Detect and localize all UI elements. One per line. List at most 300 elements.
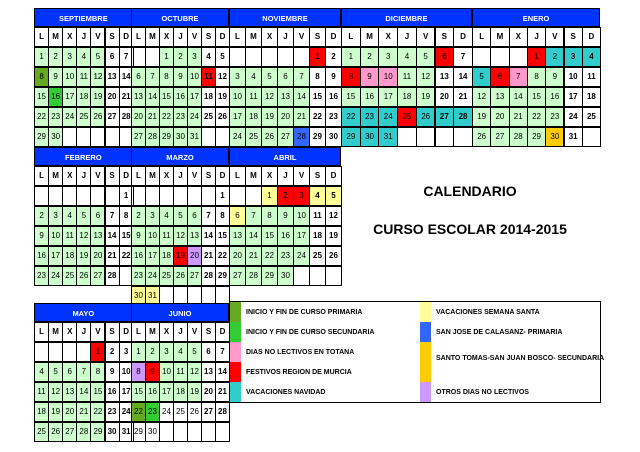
weekday-label: M bbox=[145, 27, 160, 47]
empty-cell bbox=[90, 127, 105, 147]
day-cell: 30 bbox=[131, 286, 146, 306]
day-cell: 13 bbox=[490, 87, 509, 107]
empty-cell bbox=[76, 127, 91, 147]
empty-cell bbox=[582, 127, 601, 147]
day-cell: 4 bbox=[309, 186, 326, 206]
weekday-label: X bbox=[62, 322, 77, 342]
day-cell: 12 bbox=[261, 87, 278, 107]
day-cell: 28 bbox=[105, 266, 120, 286]
day-cell: 10 bbox=[119, 362, 134, 382]
legend-swatch bbox=[230, 322, 241, 342]
day-cell: 26 bbox=[173, 266, 188, 286]
legend-swatch bbox=[420, 302, 431, 322]
day-cell: 8 bbox=[119, 206, 134, 226]
day-cell: 4 bbox=[76, 47, 91, 67]
weekday-label: L bbox=[34, 27, 49, 47]
day-cell: 8 bbox=[261, 206, 278, 226]
day-cell: 5 bbox=[90, 47, 105, 67]
day-cell: 4 bbox=[173, 342, 188, 362]
day-cell: 20 bbox=[131, 107, 146, 127]
day-cell: 6 bbox=[187, 206, 202, 226]
legend-label: INICIO Y FIN DE CURSO PRIMARIA bbox=[246, 309, 363, 316]
day-cell: 26 bbox=[76, 266, 91, 286]
weekday-label: V bbox=[416, 27, 436, 47]
legend-swatch bbox=[420, 342, 431, 382]
day-cell: 19 bbox=[215, 87, 230, 107]
empty-cell bbox=[76, 186, 91, 206]
day-cell: 16 bbox=[34, 246, 49, 266]
day-cell: 15 bbox=[341, 87, 361, 107]
day-cell: 28 bbox=[145, 127, 160, 147]
empty-cell bbox=[472, 47, 491, 67]
weekday-label: S bbox=[201, 27, 216, 47]
day-cell: 25 bbox=[397, 107, 417, 127]
empty-cell bbox=[201, 422, 216, 442]
weekday-label: L bbox=[34, 322, 49, 342]
day-cell: 8 bbox=[341, 67, 361, 87]
day-cell: 8 bbox=[215, 206, 230, 226]
day-cell: 25 bbox=[309, 246, 326, 266]
day-cell: 13 bbox=[277, 87, 294, 107]
day-cell: 31 bbox=[145, 286, 160, 306]
day-cell: 22 bbox=[90, 402, 105, 422]
weekday-label: X bbox=[509, 27, 528, 47]
day-cell: 15 bbox=[215, 226, 230, 246]
day-cell: 24 bbox=[159, 402, 174, 422]
day-cell: 18 bbox=[309, 226, 326, 246]
weekday-label: X bbox=[62, 27, 77, 47]
month-header: OCTUBRE bbox=[131, 8, 229, 27]
day-cell: 11 bbox=[76, 67, 91, 87]
day-cell: 20 bbox=[277, 107, 294, 127]
day-cell: 29 bbox=[309, 127, 326, 147]
day-cell: 4 bbox=[159, 206, 174, 226]
day-cell: 11 bbox=[159, 226, 174, 246]
day-cell: 30 bbox=[145, 422, 160, 442]
empty-cell bbox=[76, 342, 91, 362]
weekday-label: L bbox=[131, 166, 146, 186]
weekday-label: S bbox=[309, 166, 326, 186]
day-cell: 16 bbox=[360, 87, 380, 107]
day-cell: 24 bbox=[119, 402, 134, 422]
weekday-label: V bbox=[293, 27, 310, 47]
weekday-label: S bbox=[435, 27, 455, 47]
day-cell: 23 bbox=[360, 107, 380, 127]
day-cell: 29 bbox=[159, 127, 174, 147]
day-cell: 17 bbox=[378, 87, 398, 107]
day-cell: 25 bbox=[76, 107, 91, 127]
day-cell: 23 bbox=[325, 107, 342, 127]
weekday-label: M bbox=[360, 27, 380, 47]
weekday-label: D bbox=[215, 27, 230, 47]
day-cell: 20 bbox=[62, 402, 77, 422]
day-cell: 2 bbox=[277, 186, 294, 206]
weekday-label: S bbox=[309, 27, 326, 47]
weekday-label: X bbox=[378, 27, 398, 47]
day-cell: 6 bbox=[490, 67, 509, 87]
day-cell: 12 bbox=[325, 206, 342, 226]
day-cell: 17 bbox=[119, 382, 134, 402]
day-cell: 2 bbox=[145, 342, 160, 362]
day-cell: 27 bbox=[62, 422, 77, 442]
day-cell: 17 bbox=[293, 226, 310, 246]
legend bbox=[229, 301, 605, 403]
empty-cell bbox=[325, 266, 342, 286]
day-cell: 28 bbox=[119, 107, 134, 127]
day-cell: 18 bbox=[76, 87, 91, 107]
day-cell: 11 bbox=[201, 67, 216, 87]
day-cell: 10 bbox=[62, 67, 77, 87]
legend-swatch bbox=[230, 302, 241, 322]
weekday-label: V bbox=[90, 322, 105, 342]
day-cell: 3 bbox=[159, 342, 174, 362]
day-cell: 15 bbox=[261, 226, 278, 246]
day-cell: 29 bbox=[215, 266, 230, 286]
weekday-label: V bbox=[187, 166, 202, 186]
page-title: CALENDARIO bbox=[423, 183, 517, 199]
weekday-label: J bbox=[527, 27, 546, 47]
day-cell: 27 bbox=[131, 127, 146, 147]
day-cell: 9 bbox=[325, 67, 342, 87]
day-cell: 23 bbox=[277, 246, 294, 266]
empty-cell bbox=[48, 342, 63, 362]
day-cell: 14 bbox=[145, 87, 160, 107]
empty-cell bbox=[201, 186, 216, 206]
day-cell: 1 bbox=[261, 186, 278, 206]
day-cell: 18 bbox=[159, 246, 174, 266]
empty-cell bbox=[245, 186, 262, 206]
day-cell: 14 bbox=[76, 382, 91, 402]
day-cell: 13 bbox=[435, 67, 455, 87]
day-cell: 19 bbox=[48, 402, 63, 422]
day-cell: 3 bbox=[293, 186, 310, 206]
weekday-label: L bbox=[34, 166, 49, 186]
day-cell: 5 bbox=[261, 67, 278, 87]
day-cell: 8 bbox=[131, 362, 146, 382]
weekday-label: M bbox=[490, 27, 509, 47]
day-cell: 9 bbox=[545, 67, 564, 87]
day-cell: 25 bbox=[62, 266, 77, 286]
day-cell: 25 bbox=[201, 107, 216, 127]
day-cell: 1 bbox=[34, 47, 49, 67]
day-cell: 24 bbox=[293, 246, 310, 266]
day-cell: 2 bbox=[48, 47, 63, 67]
day-cell: 7 bbox=[119, 47, 134, 67]
day-cell: 1 bbox=[309, 47, 326, 67]
day-cell: 22 bbox=[341, 107, 361, 127]
day-cell: 30 bbox=[325, 127, 342, 147]
day-cell: 29 bbox=[90, 422, 105, 442]
day-cell: 16 bbox=[105, 382, 120, 402]
empty-cell bbox=[62, 186, 77, 206]
day-cell: 15 bbox=[90, 382, 105, 402]
empty-cell bbox=[131, 186, 146, 206]
weekday-label: X bbox=[62, 166, 77, 186]
day-cell: 5 bbox=[215, 47, 230, 67]
empty-cell bbox=[215, 127, 230, 147]
day-cell: 24 bbox=[229, 127, 246, 147]
day-cell: 7 bbox=[145, 67, 160, 87]
day-cell: 1 bbox=[90, 342, 105, 362]
weekday-label: M bbox=[48, 166, 63, 186]
empty-cell bbox=[229, 186, 246, 206]
day-cell: 8 bbox=[159, 67, 174, 87]
day-cell: 28 bbox=[509, 127, 528, 147]
day-cell: 21 bbox=[215, 382, 230, 402]
weekday-label: J bbox=[277, 166, 294, 186]
day-cell: 22 bbox=[131, 402, 146, 422]
day-cell: 30 bbox=[173, 127, 188, 147]
weekday-label: J bbox=[76, 27, 91, 47]
day-cell: 18 bbox=[62, 246, 77, 266]
weekday-label: D bbox=[215, 322, 230, 342]
day-cell: 15 bbox=[119, 226, 134, 246]
day-cell: 23 bbox=[545, 107, 564, 127]
day-cell: 27 bbox=[435, 107, 455, 127]
day-cell: 5 bbox=[416, 47, 436, 67]
legend-label: VACACIONES NAVIDAD bbox=[246, 389, 326, 396]
day-cell: 26 bbox=[325, 246, 342, 266]
day-cell: 1 bbox=[527, 47, 546, 67]
day-cell: 21 bbox=[145, 107, 160, 127]
day-cell: 26 bbox=[472, 127, 491, 147]
day-cell: 4 bbox=[201, 47, 216, 67]
day-cell: 7 bbox=[509, 67, 528, 87]
day-cell: 25 bbox=[245, 127, 262, 147]
day-cell: 13 bbox=[229, 226, 246, 246]
day-cell: 21 bbox=[245, 246, 262, 266]
weekday-label: J bbox=[76, 166, 91, 186]
legend-label: SANTO TOMAS-SAN JUAN BOSCO- SECUNDARIA bbox=[436, 355, 605, 362]
day-cell: 30 bbox=[360, 127, 380, 147]
empty-cell bbox=[62, 342, 77, 362]
day-cell: 26 bbox=[48, 422, 63, 442]
day-cell: 19 bbox=[472, 107, 491, 127]
day-cell: 16 bbox=[277, 226, 294, 246]
empty-cell bbox=[201, 127, 216, 147]
day-cell: 1 bbox=[341, 47, 361, 67]
day-cell: 9 bbox=[105, 362, 120, 382]
day-cell: 2 bbox=[360, 47, 380, 67]
empty-cell bbox=[490, 47, 509, 67]
day-cell: 18 bbox=[173, 382, 188, 402]
empty-cell bbox=[48, 186, 63, 206]
day-cell: 7 bbox=[293, 67, 310, 87]
day-cell: 8 bbox=[309, 67, 326, 87]
weekday-label: M bbox=[145, 322, 160, 342]
day-cell: 3 bbox=[48, 206, 63, 226]
day-cell: 5 bbox=[187, 342, 202, 362]
weekday-label: D bbox=[119, 166, 134, 186]
day-cell: 12 bbox=[416, 67, 436, 87]
day-cell: 1 bbox=[119, 186, 134, 206]
empty-cell bbox=[159, 422, 174, 442]
day-cell: 24 bbox=[48, 266, 63, 286]
day-cell: 15 bbox=[527, 87, 546, 107]
day-cell: 12 bbox=[187, 362, 202, 382]
day-cell: 3 bbox=[119, 342, 134, 362]
day-cell: 19 bbox=[173, 246, 188, 266]
month-header: ABRIL bbox=[229, 147, 341, 166]
day-cell: 12 bbox=[90, 67, 105, 87]
day-cell: 18 bbox=[245, 107, 262, 127]
day-cell: 13 bbox=[62, 382, 77, 402]
day-cell: 5 bbox=[472, 67, 491, 87]
weekday-label: X bbox=[159, 27, 174, 47]
day-cell: 6 bbox=[435, 47, 455, 67]
day-cell: 8 bbox=[34, 67, 49, 87]
weekday-label: D bbox=[119, 27, 134, 47]
weekday-label: S bbox=[105, 27, 120, 47]
day-cell: 12 bbox=[215, 67, 230, 87]
day-cell: 30 bbox=[545, 127, 564, 147]
empty-cell bbox=[245, 47, 262, 67]
day-cell: 10 bbox=[229, 87, 246, 107]
day-cell: 28 bbox=[245, 266, 262, 286]
day-cell: 20 bbox=[229, 246, 246, 266]
day-cell: 26 bbox=[261, 127, 278, 147]
day-cell: 22 bbox=[159, 107, 174, 127]
day-cell: 2 bbox=[105, 342, 120, 362]
day-cell: 27 bbox=[229, 266, 246, 286]
day-cell: 16 bbox=[131, 246, 146, 266]
day-cell: 24 bbox=[62, 107, 77, 127]
day-cell: 29 bbox=[341, 127, 361, 147]
day-cell: 6 bbox=[105, 47, 120, 67]
month-header: ENERO bbox=[472, 8, 600, 27]
day-cell: 21 bbox=[201, 246, 216, 266]
day-cell: 20 bbox=[490, 107, 509, 127]
month-header: NOVIEMBRE bbox=[229, 8, 341, 27]
day-cell: 13 bbox=[131, 87, 146, 107]
day-cell: 7 bbox=[215, 342, 230, 362]
weekday-label: S bbox=[201, 166, 216, 186]
weekday-label: S bbox=[105, 166, 120, 186]
day-cell: 7 bbox=[105, 206, 120, 226]
day-cell: 11 bbox=[173, 362, 188, 382]
day-cell: 27 bbox=[490, 127, 509, 147]
weekday-label: J bbox=[277, 27, 294, 47]
month-header: DICIEMBRE bbox=[341, 8, 472, 27]
day-cell: 6 bbox=[201, 342, 216, 362]
day-cell: 2 bbox=[131, 206, 146, 226]
day-cell: 22 bbox=[119, 246, 134, 266]
day-cell: 12 bbox=[48, 382, 63, 402]
day-cell: 27 bbox=[277, 127, 294, 147]
month-header: MAYO bbox=[34, 303, 133, 322]
empty-cell bbox=[229, 47, 246, 67]
day-cell: 22 bbox=[261, 246, 278, 266]
legend-label: SAN JOSE DE CALASANZ- PRIMARIA bbox=[436, 329, 563, 336]
weekday-label: M bbox=[48, 322, 63, 342]
day-cell: 22 bbox=[34, 107, 49, 127]
day-cell: 20 bbox=[435, 87, 455, 107]
day-cell: 3 bbox=[564, 47, 583, 67]
day-cell: 28 bbox=[453, 107, 473, 127]
weekday-label: M bbox=[245, 166, 262, 186]
weekday-label: V bbox=[90, 166, 105, 186]
empty-cell bbox=[159, 186, 174, 206]
day-cell: 19 bbox=[261, 107, 278, 127]
day-cell: 18 bbox=[201, 87, 216, 107]
day-cell: 9 bbox=[48, 67, 63, 87]
weekday-label: M bbox=[245, 27, 262, 47]
empty-cell bbox=[277, 47, 294, 67]
day-cell: 26 bbox=[215, 107, 230, 127]
weekday-label: D bbox=[325, 27, 342, 47]
day-cell: 12 bbox=[472, 87, 491, 107]
month-header: JUNIO bbox=[131, 303, 229, 322]
day-cell: 24 bbox=[378, 107, 398, 127]
weekday-label: X bbox=[261, 27, 278, 47]
day-cell: 9 bbox=[34, 226, 49, 246]
day-cell: 1 bbox=[159, 47, 174, 67]
weekday-label: J bbox=[173, 166, 188, 186]
day-cell: 29 bbox=[131, 422, 146, 442]
day-cell: 14 bbox=[119, 67, 134, 87]
day-cell: 27 bbox=[90, 266, 105, 286]
day-cell: 4 bbox=[34, 362, 49, 382]
day-cell: 25 bbox=[173, 402, 188, 422]
day-cell: 31 bbox=[378, 127, 398, 147]
weekday-label: J bbox=[173, 322, 188, 342]
day-cell: 20 bbox=[90, 246, 105, 266]
day-cell: 17 bbox=[187, 87, 202, 107]
day-cell: 6 bbox=[131, 67, 146, 87]
day-cell: 10 bbox=[564, 67, 583, 87]
day-cell: 5 bbox=[48, 362, 63, 382]
day-cell: 7 bbox=[201, 206, 216, 226]
weekday-label: V bbox=[187, 322, 202, 342]
day-cell: 15 bbox=[159, 87, 174, 107]
day-cell: 23 bbox=[145, 402, 160, 422]
day-cell: 22 bbox=[309, 107, 326, 127]
day-cell: 21 bbox=[105, 246, 120, 266]
day-cell: 23 bbox=[48, 107, 63, 127]
weekday-label: J bbox=[173, 27, 188, 47]
empty-cell bbox=[34, 342, 49, 362]
day-cell: 13 bbox=[201, 362, 216, 382]
day-cell: 30 bbox=[277, 266, 294, 286]
day-cell: 10 bbox=[187, 67, 202, 87]
day-cell: 16 bbox=[145, 382, 160, 402]
day-cell: 3 bbox=[145, 206, 160, 226]
day-cell: 11 bbox=[582, 67, 601, 87]
empty-cell bbox=[34, 186, 49, 206]
legend-label: DIAS NO LECTIVOS EN TOTANA bbox=[246, 349, 355, 356]
day-cell: 2 bbox=[34, 206, 49, 226]
day-cell: 20 bbox=[201, 382, 216, 402]
weekday-label: X bbox=[159, 322, 174, 342]
day-cell: 9 bbox=[131, 226, 146, 246]
day-cell: 19 bbox=[416, 87, 436, 107]
month-header: SEPTIEMBRE bbox=[34, 8, 133, 27]
day-cell: 17 bbox=[145, 246, 160, 266]
day-cell: 11 bbox=[34, 382, 49, 402]
legend-label: VACACIONES SEMANA SANTA bbox=[436, 309, 540, 316]
weekday-label: L bbox=[472, 27, 491, 47]
day-cell: 15 bbox=[131, 382, 146, 402]
day-cell: 25 bbox=[34, 422, 49, 442]
weekday-label: X bbox=[159, 166, 174, 186]
legend-swatch bbox=[230, 382, 241, 402]
day-cell: 23 bbox=[34, 266, 49, 286]
day-cell: 21 bbox=[119, 87, 134, 107]
day-cell: 17 bbox=[48, 246, 63, 266]
day-cell: 23 bbox=[173, 107, 188, 127]
day-cell: 25 bbox=[159, 266, 174, 286]
legend-label: OTROS DIAS NO LECTIVOS bbox=[436, 389, 529, 396]
